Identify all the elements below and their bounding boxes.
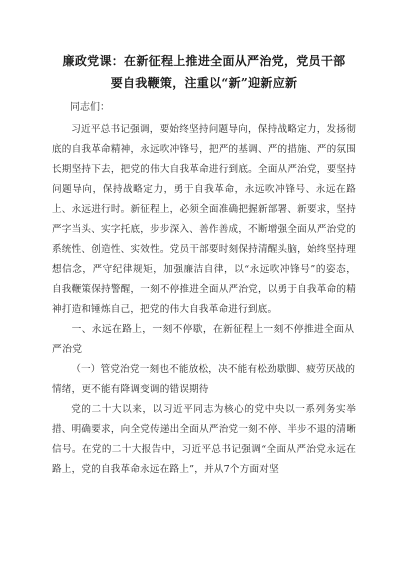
- section-heading: 一、永远在路上，一刻不停歇，在新征程上一刻不停推进全面从严治党: [52, 324, 355, 355]
- title-line-1: 廉政党课：在新征程上推进全面从严治党，党员干部: [62, 54, 346, 68]
- document-title: [52, 50, 356, 94]
- salutation: 同志们：: [70, 102, 110, 113]
- title-line-2: 要自我鞭策，注重以“新”迎新应新: [110, 76, 298, 90]
- body-paragraph: 习近平总书记强调，要始终坚持问题导向，保持战略定力，发扬彻底的自我革命精神，永远吹冲锋号，把严的基调、严的措施、严的氛围长期坚持下去，把党的伟大自我革命进行到底。全面从严治党，要坚持问题导向，保持战略定力，勇于自我革命，永远吹冲锋号、永远在路上、永远进行时。新征程上，必须全面准确把握新部署、新要求，坚持严字当头、实字托底，步步深入、善作善成，不断增强全面从严治党的系统性、创造性、实效性。党员干部要时刻保持清醒头脑，始终坚持理想信念，严守纪律规矩，加强廉洁自律，以“永远吹冲锋号”的姿态，自我鞭策保持警醒，一刻不停推进全面从严治党，以勇于自我革命的精神打造和锤炼自己，把党的伟大自我革命进行到底。: [52, 124, 356, 315]
- subsection-heading: （一）管党治党一刻也不能放松，决不能有松劲歇脚、疲劳厌战的情绪，更不能有降调变调的错误期待: [52, 364, 356, 395]
- body-paragraph-2: 党的二十大以来，以习近平同志为核心的党中央以一系列务实举措、明确要求，向全党传递出全面从严治党一刻不停、半步不退的清晰信号。在党的二十大报告中，习近平总书记强调“全面从严治党永远在路上，党的自我革命永远在路上”，并从7个方面对坚: [52, 404, 356, 475]
